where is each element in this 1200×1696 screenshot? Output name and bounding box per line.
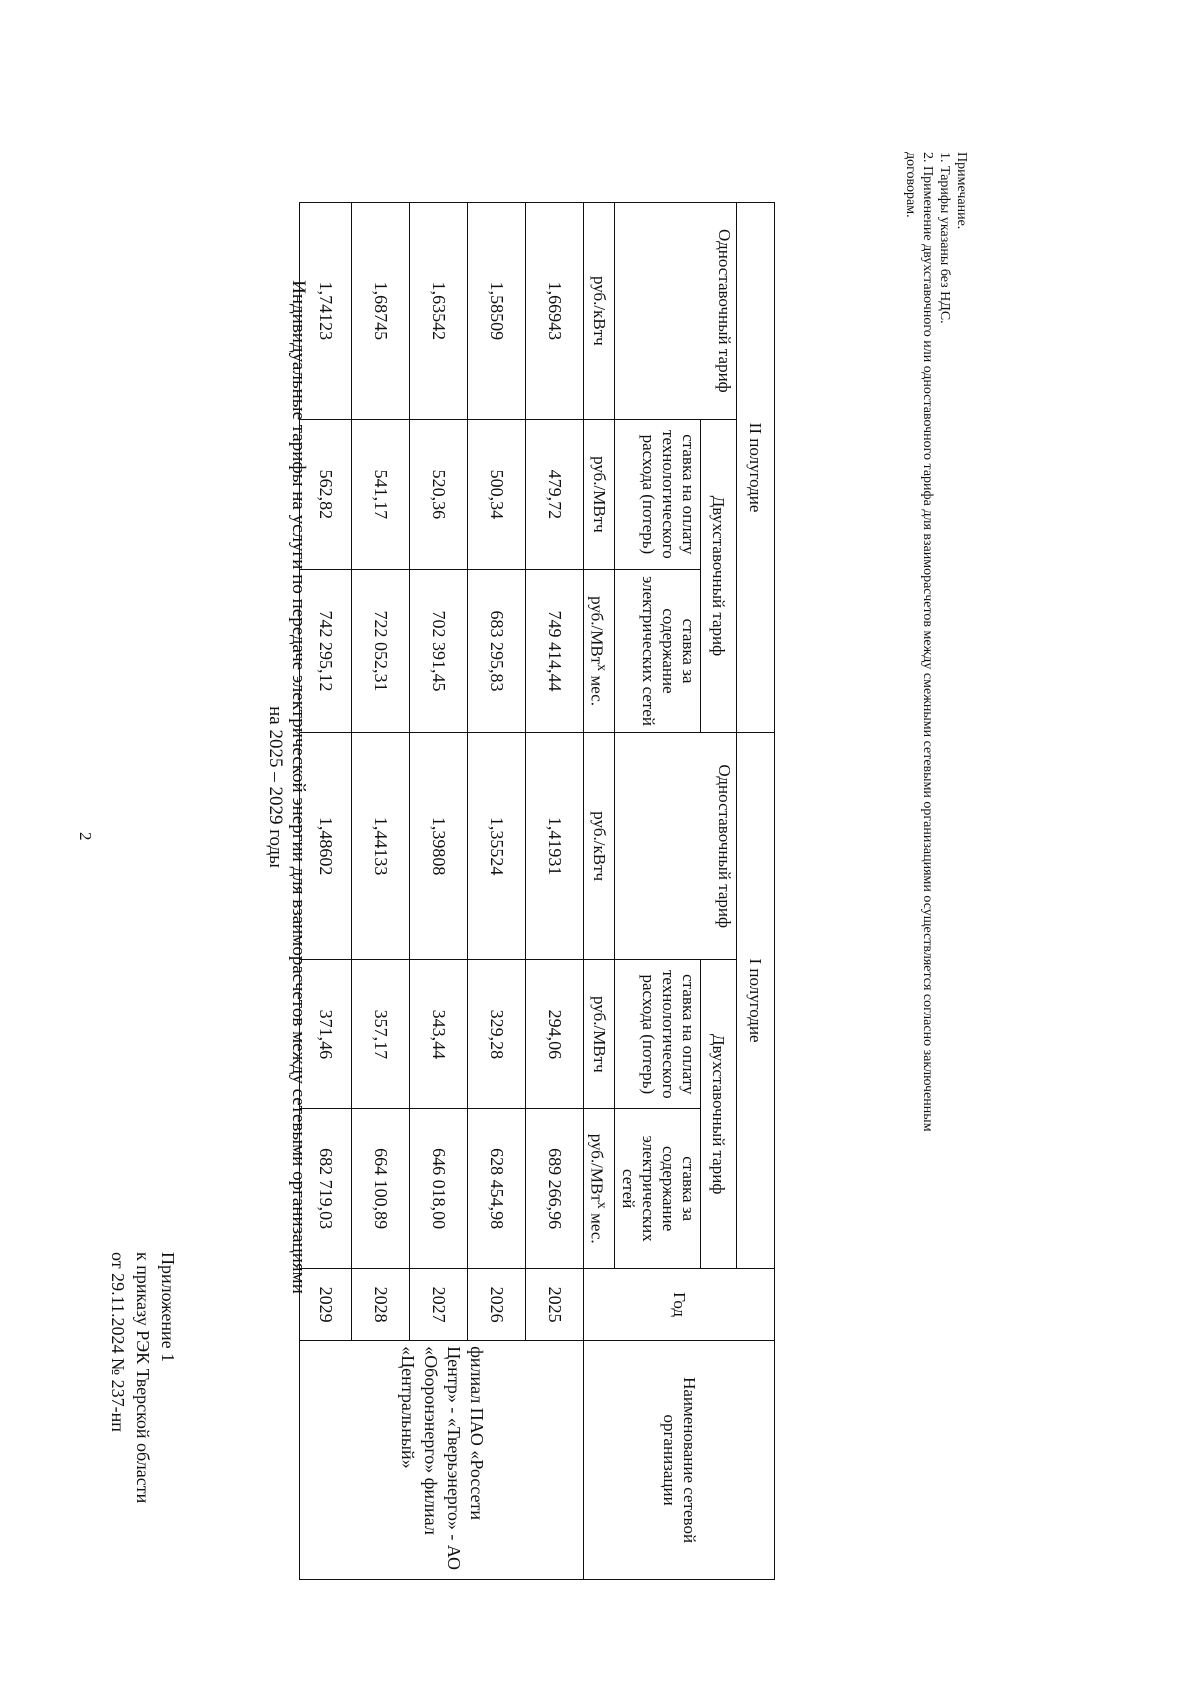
h2-single-cell: 1,63542 <box>410 203 468 420</box>
header-half2: II полугодие <box>737 203 775 733</box>
unit-maintenance-h2: руб./МВт$^х$ мес. <box>584 570 615 733</box>
h2-losses-cell: 541,17 <box>352 419 410 569</box>
h1-losses-cell: 343,44 <box>410 960 468 1109</box>
h1-maintenance-cell: 646 018,00 <box>410 1109 468 1269</box>
h1-maintenance-cell: 682 719,03 <box>300 1109 352 1269</box>
h2-single-cell: 1,58509 <box>468 203 526 420</box>
appendix-line: от 29.11.2024 № 237-нп <box>108 1252 128 1432</box>
title-line: на 2025 – 2029 годы <box>265 706 286 868</box>
notes <box>902 152 970 1132</box>
h2-maintenance-cell: 742 295,12 <box>300 570 352 733</box>
h1-single-cell: 1,41931 <box>526 733 584 960</box>
header-rate-maintenance-h2: ставка за содержание электрических сетей <box>615 570 701 733</box>
h2-maintenance-cell: 702 391,45 <box>410 570 468 733</box>
appendix-header <box>105 1252 180 1503</box>
h1-losses-cell: 371,46 <box>300 960 352 1109</box>
unit-single-h2: руб./кВтч <box>584 203 615 420</box>
year-cell: 2028 <box>352 1268 410 1340</box>
unit-maintenance-h1: руб./МВт$^х$ мес. <box>584 1109 615 1269</box>
header-organization: Наименование сетевой организации <box>584 1341 775 1580</box>
h1-single-cell: 1,44133 <box>352 733 410 960</box>
h1-single-cell: 1,35524 <box>468 733 526 960</box>
table-row <box>526 203 584 1580</box>
title-line: Индивидуальные тарифы на услуги по передаче электрической энергии для взаиморасчетов между сетевыми организациями <box>288 280 309 1294</box>
header-two-part-h1: Двухставочный тариф <box>701 960 737 1269</box>
year-cell: 2026 <box>468 1268 526 1340</box>
h2-maintenance-cell: 722 052,31 <box>352 570 410 733</box>
h2-maintenance-cell: 749 414,44 <box>526 570 584 733</box>
year-cell: 2029 <box>300 1268 352 1340</box>
note-item: 1. Тарифы указаны без НДС. <box>937 152 952 324</box>
h1-losses-cell: 329,28 <box>468 960 526 1109</box>
year-cell: 2027 <box>410 1268 468 1340</box>
appendix-line: к приказу РЭК Тверской области <box>133 1252 153 1504</box>
header-single-h2: Одноставочный тариф <box>615 203 737 420</box>
notes-heading: Примечание. <box>954 152 969 230</box>
page-number: 2 <box>76 832 95 841</box>
h1-maintenance-cell: 664 100,89 <box>352 1109 410 1269</box>
year-cell: 2025 <box>526 1268 584 1340</box>
header-two-part-h2: Двухставочный тариф <box>701 419 737 732</box>
h2-maintenance-cell: 683 295,83 <box>468 570 526 733</box>
tariff-table <box>299 202 775 1580</box>
h2-losses-cell: 562,82 <box>300 419 352 569</box>
appendix-line: Приложение 1 <box>158 1252 178 1363</box>
header-rate-maintenance-h1: ставка за содержание электрических сетей <box>615 1109 701 1269</box>
header-rate-losses-h2: ставка на оплату технологического расхода (потерь) <box>615 419 701 569</box>
h2-single-cell: 1,66943 <box>526 203 584 420</box>
header-single-h1: Одноставочный тариф <box>615 733 737 960</box>
unit-single-h1: руб./кВтч <box>584 733 615 960</box>
h2-losses-cell: 520,36 <box>410 419 468 569</box>
h2-single-cell: 1,68745 <box>352 203 410 420</box>
h1-losses-cell: 357,17 <box>352 960 410 1109</box>
h2-single-cell: 1,74123 <box>300 203 352 420</box>
h2-losses-cell: 479,72 <box>526 419 584 569</box>
note-item: договорам. <box>903 152 918 218</box>
unit-losses-h1: руб./МВтч <box>584 960 615 1109</box>
unit-losses-h2: руб./МВтч <box>584 419 615 569</box>
h1-single-cell: 1,48602 <box>300 733 352 960</box>
h1-losses-cell: 294,06 <box>526 960 584 1109</box>
organization-name: филиал ПАО «Россети Центр» - «Тверьэнерго» - АО «Оборонэнерго» филиал «Центральный» <box>300 1341 584 1580</box>
h1-single-cell: 1,39808 <box>410 733 468 960</box>
header-rate-losses-h1: ставка на оплату технологического расхода (потерь) <box>615 960 701 1109</box>
h2-losses-cell: 500,34 <box>468 419 526 569</box>
header-half1: I полугодие <box>737 733 775 1269</box>
note-item: 2. Применение двухставочного или одноставочного тарифа для взаиморасчетов между смежными сетевыми организациями осуществляется согласно заключенным <box>920 152 935 1132</box>
h1-maintenance-cell: 628 454,98 <box>468 1109 526 1269</box>
h1-maintenance-cell: 689 266,96 <box>526 1109 584 1269</box>
header-year: Год <box>584 1268 775 1340</box>
rotated-page <box>20 52 1130 1652</box>
